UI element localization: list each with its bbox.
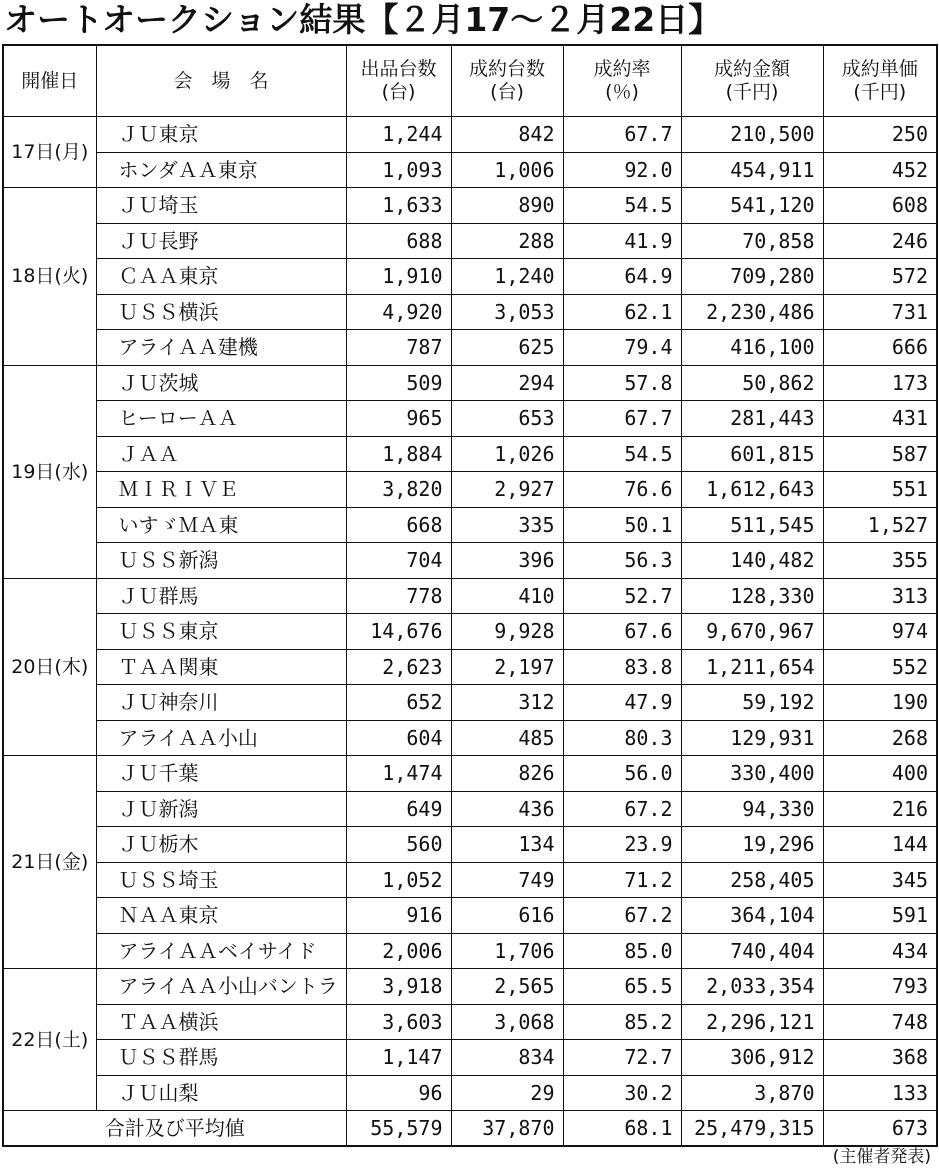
unit-cell: 400	[823, 756, 937, 792]
venue-cell: ＵＳＳ新潟	[96, 543, 346, 579]
venue-cell: ＪＡＡ	[96, 436, 346, 472]
table-row	[3, 685, 937, 721]
rate-cell: 79.4	[563, 330, 681, 366]
unit-cell: 552	[823, 649, 937, 685]
table-row	[3, 330, 937, 366]
sold-cell: 842	[451, 117, 563, 153]
venue-cell: ＪＵ栃木	[96, 827, 346, 863]
unit-cell: 434	[823, 933, 937, 969]
amount-cell: 129,931	[681, 720, 823, 756]
rate-cell: 67.6	[563, 614, 681, 650]
table-row	[3, 401, 937, 437]
table-row	[3, 188, 937, 224]
listed-cell: 965	[346, 401, 451, 437]
header-sold: 成約台数 (台)	[451, 45, 563, 117]
rate-cell: 80.3	[563, 720, 681, 756]
unit-cell: 133	[823, 1075, 937, 1111]
rate-cell: 92.0	[563, 152, 681, 188]
sold-cell: 410	[451, 578, 563, 614]
sold-cell: 834	[451, 1040, 563, 1076]
unit-cell: 748	[823, 1004, 937, 1040]
amount-cell: 140,482	[681, 543, 823, 579]
table-row	[3, 117, 937, 153]
amount-cell: 210,500	[681, 117, 823, 153]
venue-cell: ＵＳＳ東京	[96, 614, 346, 650]
listed-cell: 560	[346, 827, 451, 863]
table-row	[3, 152, 937, 188]
listed-cell: 1,052	[346, 862, 451, 898]
venue-cell: アライＡＡベイサイド	[96, 933, 346, 969]
sold-cell: 1,706	[451, 933, 563, 969]
sold-cell: 134	[451, 827, 563, 863]
table-row	[3, 614, 937, 650]
venue-cell: アライＡＡ建機	[96, 330, 346, 366]
sold-cell: 2,197	[451, 649, 563, 685]
rate-cell: 50.1	[563, 507, 681, 543]
rate-cell: 71.2	[563, 862, 681, 898]
date-cell: 18日(火)	[3, 188, 96, 366]
venue-cell: ＵＳＳ横浜	[96, 294, 346, 330]
rate-cell: 85.2	[563, 1004, 681, 1040]
unit-cell: 190	[823, 685, 937, 721]
unit-cell: 268	[823, 720, 937, 756]
venue-cell: ＵＳＳ埼玉	[96, 862, 346, 898]
listed-cell: 1,147	[346, 1040, 451, 1076]
table-row	[3, 756, 937, 792]
unit-cell: 173	[823, 365, 937, 401]
sold-cell: 1,240	[451, 259, 563, 295]
sold-cell: 653	[451, 401, 563, 437]
rate-cell: 67.7	[563, 117, 681, 153]
table-row	[3, 649, 937, 685]
table-row	[3, 223, 937, 259]
date-cell: 19日(水)	[3, 365, 96, 578]
venue-cell: ＪＵ群馬	[96, 578, 346, 614]
total-amount: 25,479,315	[681, 1111, 823, 1147]
rate-cell: 56.0	[563, 756, 681, 792]
amount-cell: 416,100	[681, 330, 823, 366]
listed-cell: 787	[346, 330, 451, 366]
venue-cell: いすゞＭＡ東	[96, 507, 346, 543]
sold-cell: 436	[451, 791, 563, 827]
unit-cell: 250	[823, 117, 937, 153]
total-rate: 68.1	[563, 1111, 681, 1147]
venue-cell: ＭＩＲＩＶＥ	[96, 472, 346, 508]
listed-cell: 3,820	[346, 472, 451, 508]
amount-cell: 601,815	[681, 436, 823, 472]
total-unit: 673	[823, 1111, 937, 1147]
table-row	[3, 1075, 937, 1111]
venue-cell: ＪＵ茨城	[96, 365, 346, 401]
rate-cell: 23.9	[563, 827, 681, 863]
unit-cell: 144	[823, 827, 937, 863]
amount-cell: 1,612,643	[681, 472, 823, 508]
rate-cell: 72.7	[563, 1040, 681, 1076]
header-date: 開催日	[3, 45, 96, 117]
table-row	[3, 472, 937, 508]
venue-cell: ＪＵ埼玉	[96, 188, 346, 224]
listed-cell: 3,918	[346, 969, 451, 1005]
listed-cell: 1,244	[346, 117, 451, 153]
table-row	[3, 1040, 937, 1076]
table-row	[3, 933, 937, 969]
listed-cell: 652	[346, 685, 451, 721]
sold-cell: 890	[451, 188, 563, 224]
sold-cell: 1,026	[451, 436, 563, 472]
sold-cell: 485	[451, 720, 563, 756]
unit-cell: 608	[823, 188, 937, 224]
amount-cell: 3,870	[681, 1075, 823, 1111]
listed-cell: 1,910	[346, 259, 451, 295]
venue-cell: ＪＵ新潟	[96, 791, 346, 827]
header-rate: 成約率 (％)	[563, 45, 681, 117]
results-table-wrap	[2, 44, 936, 1147]
sold-cell: 312	[451, 685, 563, 721]
table-row	[3, 969, 937, 1005]
unit-cell: 313	[823, 578, 937, 614]
rate-cell: 76.6	[563, 472, 681, 508]
table-row	[3, 436, 937, 472]
venue-cell: アライＡＡ小山バントラ	[96, 969, 346, 1005]
listed-cell: 2,623	[346, 649, 451, 685]
unit-cell: 572	[823, 259, 937, 295]
amount-cell: 511,545	[681, 507, 823, 543]
amount-cell: 541,120	[681, 188, 823, 224]
listed-cell: 688	[346, 223, 451, 259]
table-row	[3, 720, 937, 756]
amount-cell: 59,192	[681, 685, 823, 721]
rate-cell: 57.8	[563, 365, 681, 401]
table-row	[3, 578, 937, 614]
unit-cell: 1,527	[823, 507, 937, 543]
table-row	[3, 543, 937, 579]
venue-cell: ＪＵ千葉	[96, 756, 346, 792]
results-body	[3, 117, 937, 1111]
sold-cell: 3,053	[451, 294, 563, 330]
sold-cell: 826	[451, 756, 563, 792]
rate-cell: 54.5	[563, 188, 681, 224]
listed-cell: 2,006	[346, 933, 451, 969]
page-title: オートオークション結果【２月17～２月22日】	[4, 0, 722, 39]
amount-cell: 330,400	[681, 756, 823, 792]
listed-cell: 704	[346, 543, 451, 579]
amount-cell: 9,670,967	[681, 614, 823, 650]
sold-cell: 294	[451, 365, 563, 401]
amount-cell: 128,330	[681, 578, 823, 614]
listed-cell: 668	[346, 507, 451, 543]
rate-cell: 62.1	[563, 294, 681, 330]
listed-cell: 778	[346, 578, 451, 614]
header-row	[3, 45, 937, 117]
unit-cell: 731	[823, 294, 937, 330]
date-cell: 21日(金)	[3, 756, 96, 969]
amount-cell: 258,405	[681, 862, 823, 898]
listed-cell: 1,093	[346, 152, 451, 188]
sold-cell: 2,927	[451, 472, 563, 508]
amount-cell: 1,211,654	[681, 649, 823, 685]
listed-cell: 14,676	[346, 614, 451, 650]
rate-cell: 64.9	[563, 259, 681, 295]
unit-cell: 368	[823, 1040, 937, 1076]
date-cell: 22日(土)	[3, 969, 96, 1111]
total-row	[3, 1111, 937, 1147]
total-listed: 55,579	[346, 1111, 451, 1147]
table-row	[3, 365, 937, 401]
rate-cell: 52.7	[563, 578, 681, 614]
unit-cell: 974	[823, 614, 937, 650]
venue-cell: ＵＳＳ群馬	[96, 1040, 346, 1076]
table-row	[3, 1004, 937, 1040]
rate-cell: 54.5	[563, 436, 681, 472]
sold-cell: 288	[451, 223, 563, 259]
rate-cell: 85.0	[563, 933, 681, 969]
rate-cell: 47.9	[563, 685, 681, 721]
listed-cell: 649	[346, 791, 451, 827]
venue-cell: ＴＡＡ横浜	[96, 1004, 346, 1040]
listed-cell: 604	[346, 720, 451, 756]
unit-cell: 793	[823, 969, 937, 1005]
source-note: (主催者発表)	[832, 1147, 931, 1167]
header-venue: 会 場 名	[96, 45, 346, 117]
sold-cell: 749	[451, 862, 563, 898]
rate-cell: 67.2	[563, 791, 681, 827]
amount-cell: 70,858	[681, 223, 823, 259]
rate-cell: 65.5	[563, 969, 681, 1005]
table-row	[3, 862, 937, 898]
table-row	[3, 507, 937, 543]
amount-cell: 281,443	[681, 401, 823, 437]
unit-cell: 587	[823, 436, 937, 472]
listed-cell: 916	[346, 898, 451, 934]
listed-cell: 4,920	[346, 294, 451, 330]
sold-cell: 396	[451, 543, 563, 579]
venue-cell: ＪＵ東京	[96, 117, 346, 153]
amount-cell: 50,862	[681, 365, 823, 401]
listed-cell: 1,633	[346, 188, 451, 224]
sold-cell: 1,006	[451, 152, 563, 188]
listed-cell: 1,884	[346, 436, 451, 472]
sold-cell: 616	[451, 898, 563, 934]
table-row	[3, 827, 937, 863]
sold-cell: 9,928	[451, 614, 563, 650]
header-amount: 成約金額 (千円)	[681, 45, 823, 117]
table-row	[3, 294, 937, 330]
sold-cell: 3,068	[451, 1004, 563, 1040]
sold-cell: 625	[451, 330, 563, 366]
venue-cell: ＴＡＡ関東	[96, 649, 346, 685]
listed-cell: 1,474	[346, 756, 451, 792]
total-sold: 37,870	[451, 1111, 563, 1147]
venue-cell: ＪＵ長野	[96, 223, 346, 259]
unit-cell: 431	[823, 401, 937, 437]
amount-cell: 454,911	[681, 152, 823, 188]
amount-cell: 709,280	[681, 259, 823, 295]
rate-cell: 67.7	[563, 401, 681, 437]
amount-cell: 94,330	[681, 791, 823, 827]
amount-cell: 2,033,354	[681, 969, 823, 1005]
listed-cell: 509	[346, 365, 451, 401]
rate-cell: 67.2	[563, 898, 681, 934]
sold-cell: 29	[451, 1075, 563, 1111]
unit-cell: 355	[823, 543, 937, 579]
venue-cell: ＮＡＡ東京	[96, 898, 346, 934]
table-row	[3, 259, 937, 295]
unit-cell: 551	[823, 472, 937, 508]
unit-cell: 452	[823, 152, 937, 188]
listed-cell: 3,603	[346, 1004, 451, 1040]
venue-cell: ＪＵ神奈川	[96, 685, 346, 721]
table-row	[3, 898, 937, 934]
amount-cell: 19,296	[681, 827, 823, 863]
sold-cell: 335	[451, 507, 563, 543]
venue-cell: アライＡＡ小山	[96, 720, 346, 756]
total-label: 合計及び平均値	[3, 1111, 346, 1147]
sold-cell: 2,565	[451, 969, 563, 1005]
table-row	[3, 791, 937, 827]
venue-cell: ホンダＡＡ東京	[96, 152, 346, 188]
header-unit: 成約単価 (千円)	[823, 45, 937, 117]
venue-cell: ヒーローＡＡ	[96, 401, 346, 437]
unit-cell: 216	[823, 791, 937, 827]
rate-cell: 83.8	[563, 649, 681, 685]
date-cell: 20日(木)	[3, 578, 96, 756]
results-table	[2, 44, 938, 1147]
date-cell: 17日(月)	[3, 117, 96, 188]
venue-cell: ＪＵ山梨	[96, 1075, 346, 1111]
listed-cell: 96	[346, 1075, 451, 1111]
venue-cell: ＣＡＡ東京	[96, 259, 346, 295]
header-listed: 出品台数 (台)	[346, 45, 451, 117]
rate-cell: 41.9	[563, 223, 681, 259]
amount-cell: 2,230,486	[681, 294, 823, 330]
rate-cell: 56.3	[563, 543, 681, 579]
amount-cell: 306,912	[681, 1040, 823, 1076]
unit-cell: 666	[823, 330, 937, 366]
unit-cell: 591	[823, 898, 937, 934]
unit-cell: 246	[823, 223, 937, 259]
amount-cell: 2,296,121	[681, 1004, 823, 1040]
rate-cell: 30.2	[563, 1075, 681, 1111]
unit-cell: 345	[823, 862, 937, 898]
amount-cell: 740,404	[681, 933, 823, 969]
amount-cell: 364,104	[681, 898, 823, 934]
